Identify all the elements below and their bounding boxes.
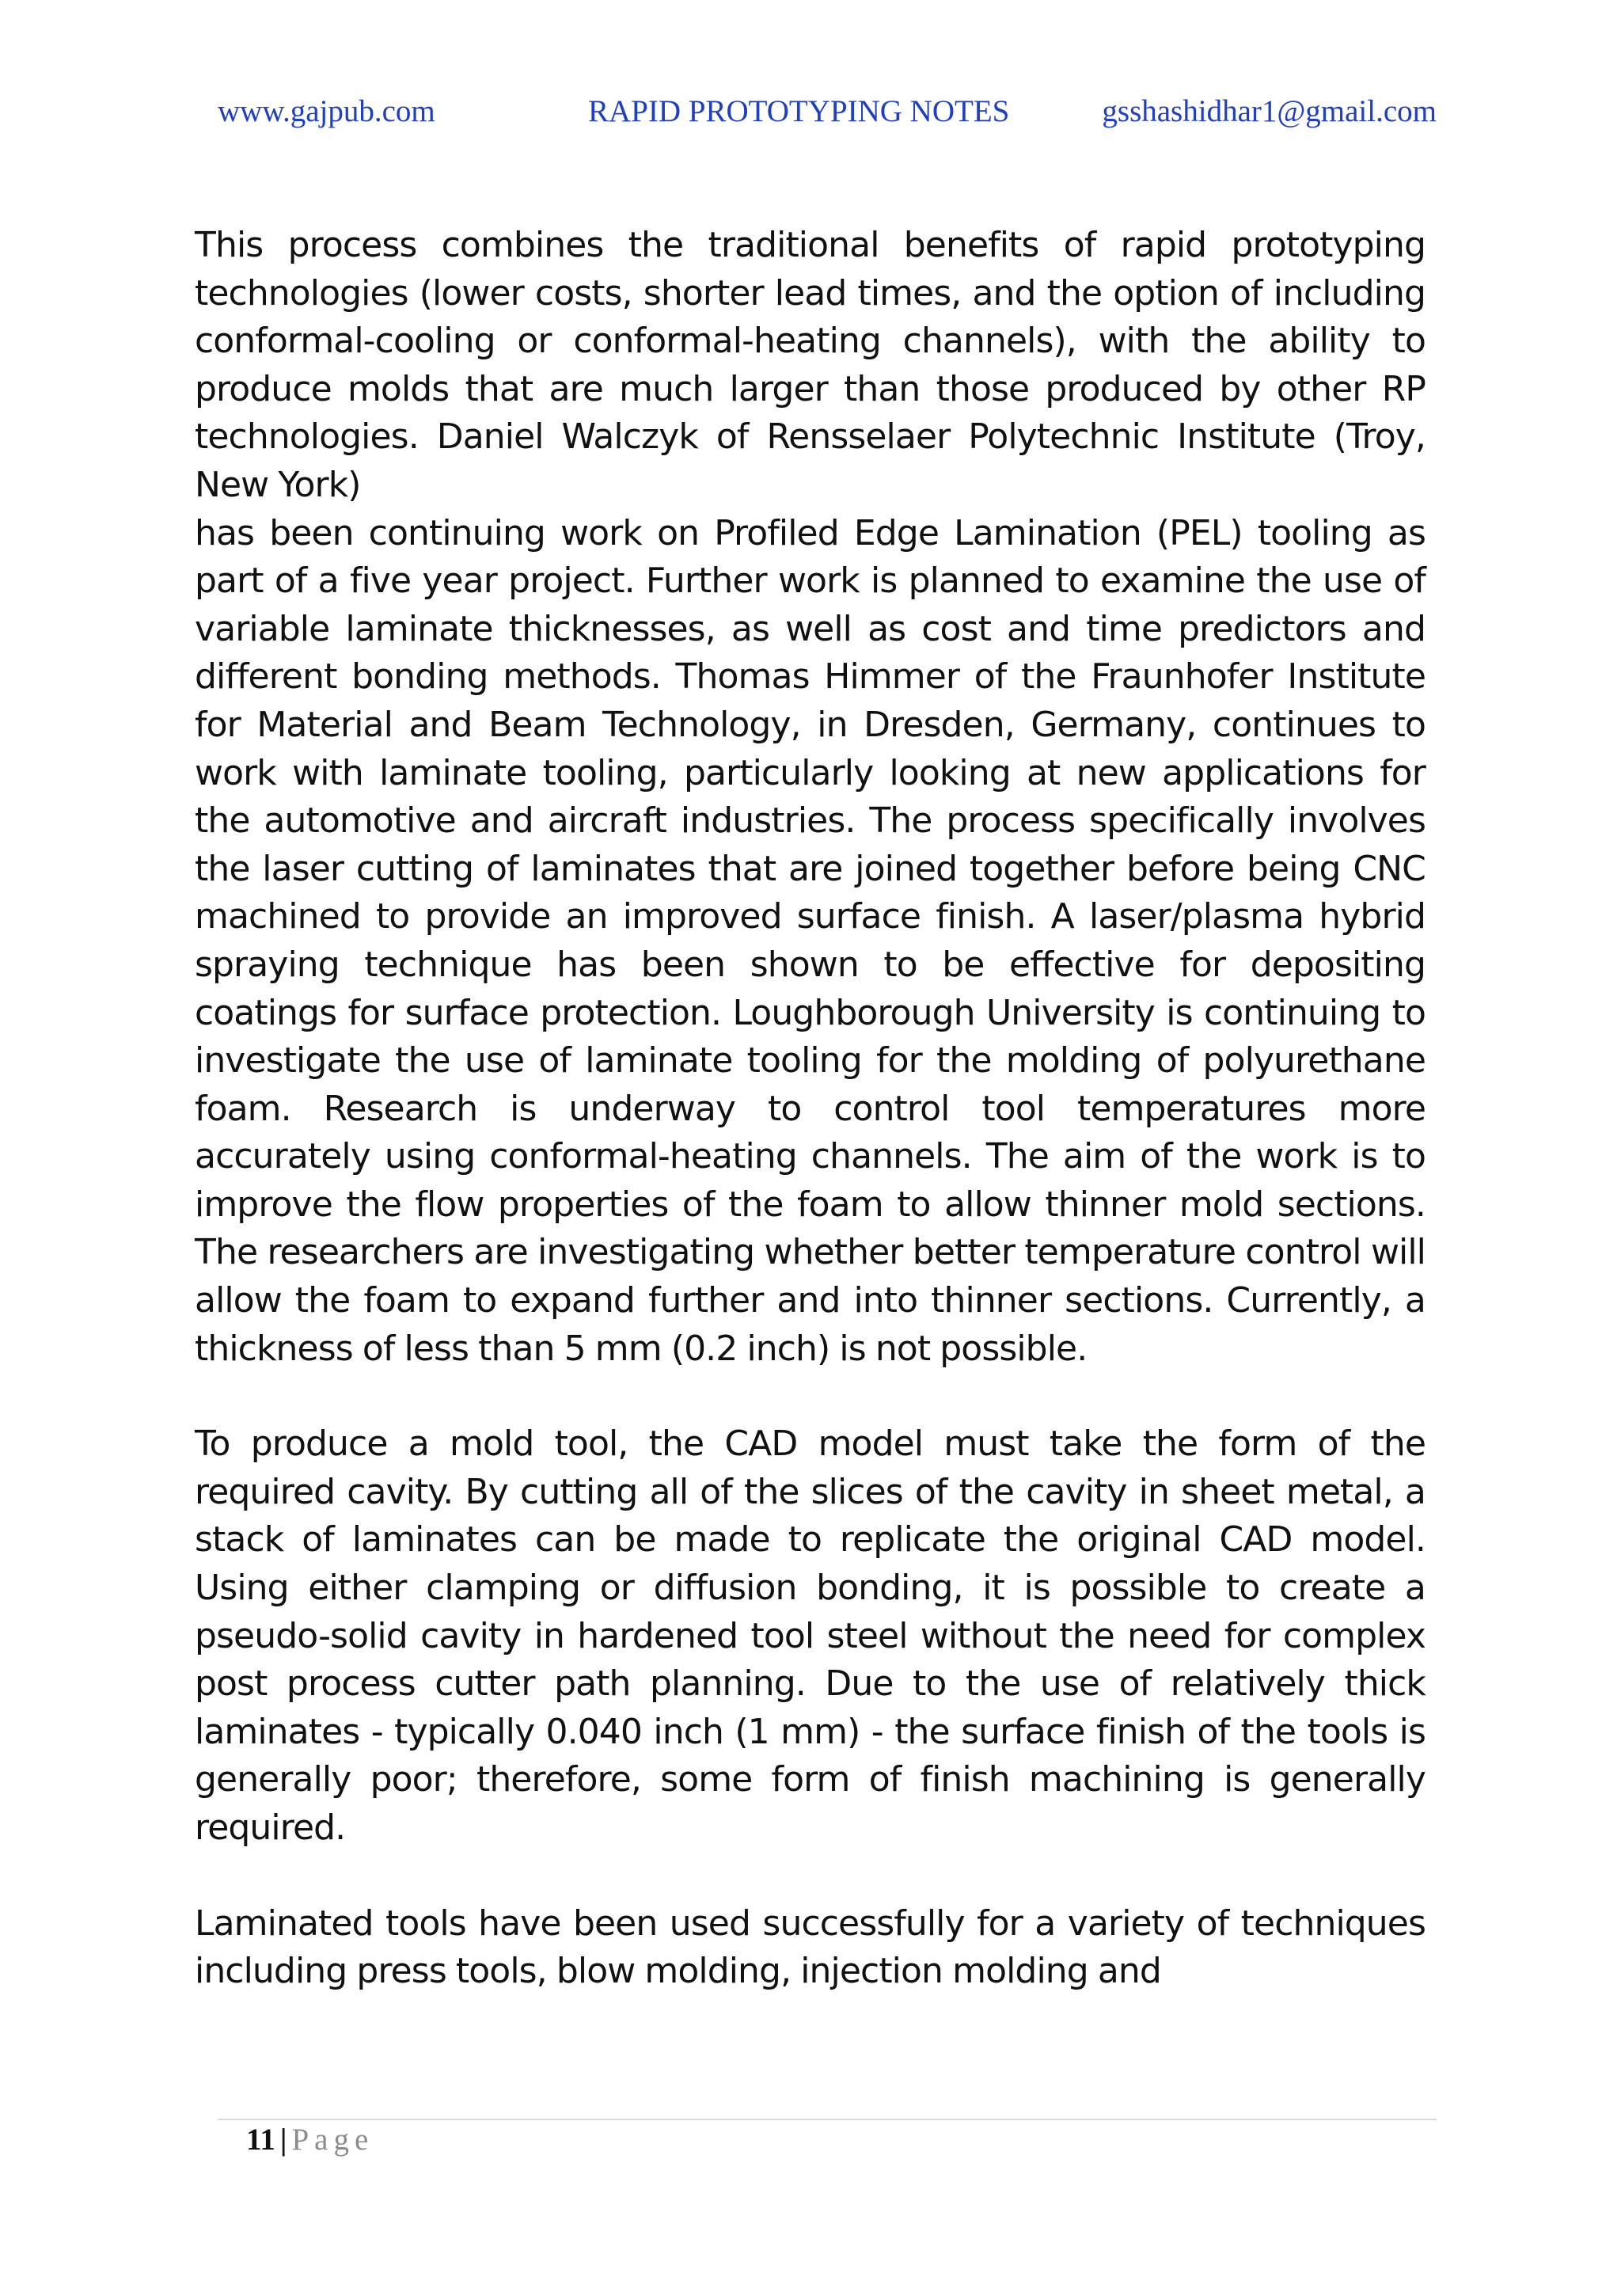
page-header bbox=[218, 93, 1437, 141]
footer-separator: | bbox=[279, 2123, 287, 2157]
paragraph-1a: This process combines the traditional benefits of rapid prototyping technologies (lower costs, shorter lead times, and the option of including conformal-cooling or conformal-heating channels), with the ability to produce molds that are much larger than those produced by other RP technologies. Daniel Walczyk of Rensselaer Polytechnic Institute (Troy, New York) bbox=[195, 225, 1425, 505]
paragraph-1b: has been continuing work on Profiled Edge Lamination (PEL) tooling as part of a five year project. Further work is planned to examine the use of variable laminate thicknesses, as well as cost and time predictors and different bonding methods. Thomas Himmer of the Fraunhofer Institute for Material and Beam Technology, in Dresden, Germany, continues to work with laminate tooling, particularly looking at new applications for the automotive and aircraft industries. The process specifically involves the laser cutting of laminates that are joined together before being CNC machined to provide an improved surface finish. A laser/plasma hybrid spraying technique has been shown to be effective for depositing coatings for surface protection. Loughborough University is continuing to investigate the use of laminate tooling for the molding of polyurethane foam. Research is underway to control tool temperatures more accurately using conformal-heating channels. The aim of the work is to improve the flow properties of the foam to allow thinner mold sections. The researchers are investigating whether better temperature control will allow the foam to expand further and into thinner sections. Currently, a thickness of less than 5 mm (0.2 inch) is not possible. bbox=[195, 512, 1425, 1369]
header-email-link[interactable]: gsshashidhar1@gmail.com bbox=[1102, 94, 1437, 128]
page-number: 11 bbox=[246, 2123, 275, 2157]
paragraph-3: Laminated tools have been used successfully for a variety of techniques including press tools, blow molding, injection molding and bbox=[195, 1903, 1425, 1992]
header-title: RAPID PROTOTYPING NOTES bbox=[588, 94, 1010, 128]
footer-divider bbox=[218, 2119, 1437, 2120]
page-label: Page bbox=[291, 2123, 374, 2157]
paragraph-2: To produce a mold tool, the CAD model must take the form of the required cavity. By cutting all of the slices of the cavity in sheet metal, a stack of laminates can be made to replicate the original CAD model. Using either clamping or diffusion bonding, it is possible to create a pseudo-solid cavity in hardened tool steel without the need for complex post process cutter path planning. Due to the use of relatively thick laminates - typically 0.040 inch (1 mm) - the surface finish of the tools is generally poor; therefore, some form of finish machining is generally required. bbox=[195, 1424, 1425, 1848]
page-footer bbox=[246, 2122, 374, 2157]
header-site-link[interactable]: www.gajpub.com bbox=[218, 94, 435, 128]
body-text bbox=[195, 222, 1425, 1996]
